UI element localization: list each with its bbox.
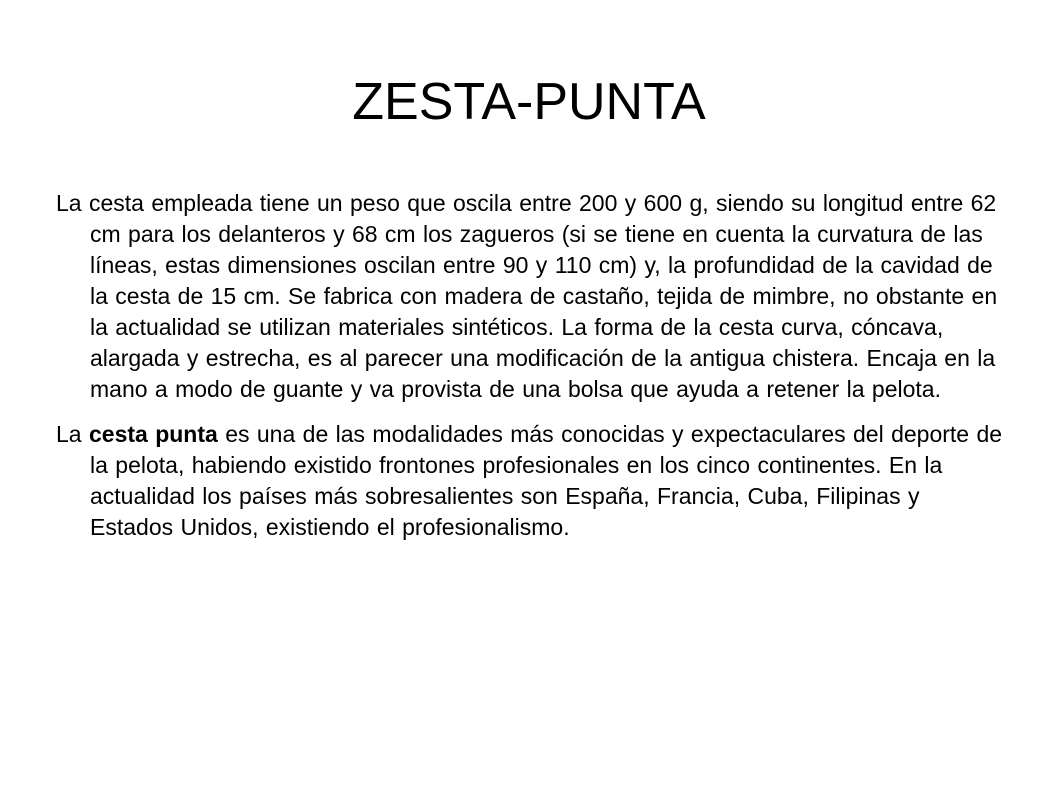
slide-title: ZESTA-PUNTA [352,73,706,131]
slide-body [56,188,1006,557]
paragraph-2-bold-term: cesta punta [88,421,218,447]
paragraph-2-rest: es una de las modalidades más conocidas y expectaculares del deporte de la pelota, habiendo existido frontones profesionales en los cinco continentes. En la actualidad los países más sobresalientes son España, Francia, Cuba, Filipinas y Estados Unidos, existiendo el profesionalismo. [90,421,1003,540]
paragraph-2-lead: La [56,421,89,447]
paragraph-cesta-description [56,188,1006,405]
paragraph-cesta-punta [56,419,1006,543]
paragraph-1-text: La cesta empleada tiene un peso que oscila entre 200 y 600 g, siendo su longitud entre 62 cm para los delanteros y 68 cm los zagueros (si se tiene en cuenta la curvatura de las líneas, estas dimensiones oscilan entre 90 y 110 cm) y, la profundidad de la cavidad de la cesta de 15 cm. Se fabrica con madera de castaño, tejida de mimbre, no obstante en la actualidad se utilizan materiales sintéticos. La forma de la cesta curva, cóncava, alargada y estrecha, es al parecer una modificación de la antigua chistera. Encaja en la mano a modo de guante y va provista de una bolsa que ayuda a retener la pelota. [56,190,998,402]
